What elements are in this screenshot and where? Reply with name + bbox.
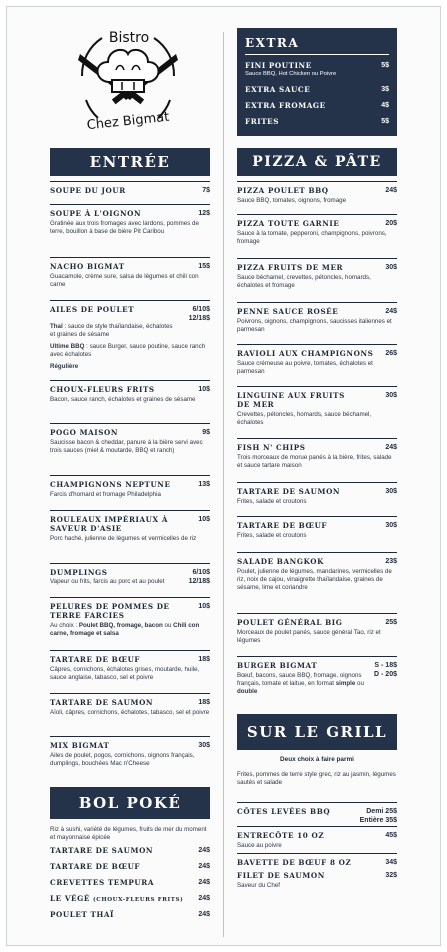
extra-box [237, 28, 397, 136]
item-description: Sauce BBQ, Hot Chicken ou Poivre [245, 71, 337, 77]
desc-bold: double [237, 688, 258, 695]
item-price: 5$ [381, 118, 389, 125]
item-name: BURGER BIGMAT [237, 661, 318, 670]
item-price: 10$ [198, 516, 210, 523]
price-full: Entière 35$ [359, 817, 397, 824]
extra-title: EXTRA [245, 36, 300, 50]
menu-item [237, 802, 397, 825]
menu-item [237, 258, 397, 290]
item-price: 30$ [385, 488, 397, 495]
item-description: Porc haché, julienne de légumes et vermicelles de riz [50, 535, 197, 542]
desc-bold: Poulet BBQ, fromage, bacon [78, 622, 163, 629]
item-name: EXTRA SAUCE [245, 85, 311, 94]
extra-item [245, 85, 389, 94]
menu-item [237, 516, 397, 540]
poke-list [50, 846, 210, 926]
price-small: 6/10$ [192, 306, 210, 313]
price-double: D - 20$ [374, 671, 397, 678]
menu-item [50, 910, 210, 926]
item-price: 10$ [198, 386, 210, 393]
item-description: Sauce béchamel, crevettes, pétoncles, homards, échalotes et fromage [237, 274, 371, 289]
price-half: Demi 25$ [366, 808, 397, 815]
item-price: 18$ [198, 699, 210, 706]
item-price: 32$ [385, 872, 397, 879]
pizza-banner: PIZZA & PÂTE [237, 148, 397, 176]
desc-text: Au choix : [50, 622, 79, 629]
item-name: RAVIOLI AUX CHAMPIGNONS [237, 349, 374, 358]
item-description: Trois morceaux de morue panés à la bière, frites, salade et sauce tartare maison [237, 454, 392, 469]
item-price: 3$ [381, 86, 389, 93]
item-name: NACHO BIGMAT [50, 262, 125, 271]
menu-item [50, 736, 210, 768]
menu-item [50, 380, 210, 404]
menu-item [50, 510, 210, 543]
option-text: : sauce Burger, sauce poutine, sauce ranch avec échalotes [50, 343, 206, 358]
extra-title-rule [245, 54, 389, 55]
logo-bottom-text: Chez Bigmat [86, 109, 170, 134]
item-description: Guacamole, crème sure, salsa de légumes et chili con carne [50, 273, 199, 288]
item-name: TARTARE DE BŒUF [237, 521, 328, 530]
item-description: Crevettes, pétoncles, homards, sauce béchamel, échalotes [237, 411, 372, 426]
menu-item [50, 563, 210, 586]
item-name: FRITES [245, 117, 280, 126]
menu-item [237, 386, 397, 427]
item-price: 24$ [198, 847, 210, 854]
item-price: 5$ [381, 62, 389, 69]
item-name: TARTARE DE SAUMON [50, 846, 154, 855]
menu-item [237, 438, 397, 470]
item-price: 26$ [385, 350, 397, 357]
item-price: 4$ [381, 102, 389, 109]
poke-intro: Riz à sushi, variété de légumes, fruits de mer du moment et mayonnaise épicée [50, 826, 207, 841]
extra-item [245, 117, 389, 126]
menu-item [50, 181, 210, 195]
item-name: PIZZA POULET BBQ [237, 186, 329, 195]
item-price: 7$ [202, 187, 210, 194]
item-description: Sauce au poivre [237, 842, 282, 849]
menu-item [50, 204, 210, 236]
desc-text: ou [162, 622, 174, 629]
menu-item [50, 423, 210, 455]
grill-sides: Frites, pommes de terre style grec, riz au jasmin, légumes sautés et salade [237, 771, 396, 786]
price-small: 6/10$ [192, 569, 210, 576]
item-name: FINI POUTINE [245, 61, 312, 70]
menu-item [237, 656, 397, 696]
menu-item [237, 302, 397, 334]
item-description: Poivrons, oignons, champignons, saucisses italiennes et parmesan [237, 318, 392, 333]
item-name: PIZZA FRUITS DE MER [237, 263, 344, 272]
item-description: Saveur du Chef [237, 882, 280, 889]
item-name: SOUPE DU JOUR [50, 186, 126, 195]
desc-bold: Chili con carne, fromage et salsa [50, 622, 200, 637]
item-name: TARTARE DE SAUMON [50, 698, 154, 707]
item-name [50, 894, 183, 905]
logo [72, 24, 184, 140]
item-name: PIZZA TOUTE GARNIE [237, 219, 340, 228]
item-name: DUMPLINGS [50, 568, 108, 577]
price-single: S - 18$ [374, 662, 397, 669]
item-price: 20$ [385, 220, 397, 227]
menu-item [237, 482, 397, 506]
item-description: Aïoli, câpres, cornichons, échalotes, tabasco, sel et poivre [50, 709, 210, 716]
item-description: Gratinée aux trois fromages avec lardons, pommes de terre, bouillon à base de bière Pit Caribou [50, 220, 199, 235]
menu-item [237, 344, 397, 376]
item-name: CÔTES LEVÉES BBQ [237, 807, 331, 816]
menu-item [237, 552, 397, 592]
item-description: Sauce à la tomate, pepperoni, champignons, poivrons, fromage [237, 230, 387, 245]
item-price [374, 661, 397, 679]
item-price: 24$ [198, 895, 210, 902]
item-description [50, 363, 210, 371]
item-name: FILET DE SAUMON [237, 871, 325, 880]
item-name: PENNE SAUCE ROSÉE [237, 307, 339, 316]
poke-banner: BOL POKÉ [50, 787, 210, 819]
desc-text: Bœuf, bacons, sauce BBQ, fromage, oignons français, tomate et laitue, en format [237, 672, 362, 687]
item-name: AILES DE POULET [50, 305, 135, 314]
menu-item [50, 894, 210, 910]
grill-banner: SUR LE GRILL [237, 714, 397, 750]
price-large: 12/18$ [188, 315, 210, 322]
item-description: Vapeur ou frits, farcis au porc et au poulet [50, 578, 165, 585]
item-description [50, 343, 210, 359]
item-name: TARTARE DE SAUMON [237, 487, 341, 496]
item-price: 30$ [385, 392, 397, 399]
item-name: TARTARE DE BŒUF [50, 862, 141, 871]
item-description: Frites, salade et croutons [237, 532, 307, 539]
extra-item [245, 101, 389, 110]
option-label: Thaï [50, 323, 63, 330]
menu-item [50, 862, 210, 878]
item-description: Sauce crémeuse au poivre, tomates, échalotes et parmesan [237, 360, 373, 375]
item-name: EXTRA FROMAGE [245, 101, 326, 110]
option-label: Ultime BBQ [50, 343, 85, 350]
menu-item [50, 878, 210, 894]
option-label: Régulière [50, 363, 79, 370]
item-name: POULET GÉNÉRAL BIG [237, 618, 343, 627]
menu-item [50, 693, 210, 717]
column-divider [223, 32, 224, 937]
menu-item [50, 257, 210, 289]
item-price: 24$ [198, 863, 210, 870]
menu-item [237, 613, 397, 645]
item-name: MIX BIGMAT [50, 741, 110, 750]
item-price: 30$ [198, 742, 210, 749]
menu-item [50, 846, 210, 862]
item-name: CREVETTES TEMPURA [50, 878, 155, 887]
grill-subtitle: Deux choix à faire parmi [280, 756, 354, 763]
item-description [50, 323, 178, 339]
item-price: 30$ [385, 264, 397, 271]
item-name: PELURES DE POMMES DE TERRE FARCIES [50, 602, 170, 620]
menu-item [237, 214, 397, 246]
item-description: Farcis d'homard et fromage Philadelphia [50, 491, 161, 498]
item-name: POGO MAISON [50, 428, 119, 437]
desc-text: ou [355, 680, 364, 687]
item-name: TARTARE DE BŒUF [50, 655, 141, 664]
item-price: 9$ [202, 429, 210, 436]
item-description: Bacon, sauce ranch, échalotes et graines de sésame [50, 396, 196, 403]
price-large: 12/18$ [188, 578, 210, 585]
item-name: ENTRECÔTE 10 OZ [237, 831, 325, 840]
item-price [360, 807, 397, 825]
item-name: SOUPE À L'OIGNON [50, 209, 142, 218]
item-description: Câpres, cornichons, échalotes grises, moutarde, huile, sauce anglaise, tabasco, sel et poivre [50, 666, 200, 681]
item-description: Saucisse bacon & cheddar, panure à la bière servi avec trois sauces (miel & moutarde, BBQ et ranch) [50, 439, 203, 454]
item-price: 30$ [385, 522, 397, 529]
item-price: 24$ [198, 911, 210, 918]
item-note: (CHOUX-FLEURS FRITS) [93, 897, 184, 903]
item-name: ROULEAUX IMPÉRIAUX À SAVEUR D'ASIE [50, 515, 168, 533]
menu-item [237, 871, 397, 890]
logo-top-text: Bistro [108, 30, 150, 46]
menu-item [237, 826, 397, 850]
item-price: 24$ [198, 879, 210, 886]
item-name: CHAMPIGNONS NEPTUNE [50, 480, 171, 489]
item-price [189, 568, 210, 586]
item-price: 24$ [385, 308, 397, 315]
item-price: 24$ [385, 187, 397, 194]
item-name: FISH N' CHIPS [237, 443, 306, 452]
item-description: Frites, salade et croutons [237, 498, 307, 505]
menu-item [50, 650, 210, 682]
item-description: Poulet, julienne de légumes, mandarines, vermicelles de riz, noix de cajou, vinaigrette thaïlandaise, graines de sésame, lime et coriandre [237, 568, 392, 591]
option-text: : sauce de style thaïlandaise, échalotes et graines de sésame [50, 323, 173, 338]
item-description [50, 622, 210, 638]
menu-item [50, 300, 210, 371]
item-name: BAVETTE DE BŒUF 8 OZ [237, 858, 352, 867]
item-description: Ailes de poulet, pogos, cornichons, oignons français, dumplings, bouchées Mac n'Cheese [50, 752, 195, 767]
item-price: 15$ [198, 263, 210, 270]
item-price: 34$ [385, 859, 397, 866]
menu-item [50, 597, 210, 638]
item-price: 24$ [385, 444, 397, 451]
item-name-main: LE VÉGÉ [50, 894, 90, 903]
item-price: 45$ [385, 832, 397, 839]
item-name: POULET THAÏ [50, 910, 114, 919]
menu-item [237, 181, 397, 205]
item-name: CHOUX-FLEURS FRITS [50, 385, 155, 394]
item-description: Morceaux de poulet panés, sauce général Tao, riz et légumes [237, 629, 381, 644]
extra-item [245, 61, 389, 70]
item-description: Sauce BBQ, tomates, oignons, fromage [237, 197, 347, 204]
item-price: 10$ [198, 603, 210, 610]
entree-banner: ENTRÉE [50, 148, 210, 176]
item-price [189, 305, 210, 323]
item-price: 25$ [385, 619, 397, 626]
item-price: 23$ [385, 558, 397, 565]
desc-bold: simple [335, 680, 356, 687]
extra-list [245, 61, 389, 126]
item-price: 12$ [198, 210, 210, 217]
menu-item [50, 475, 210, 499]
item-price: 13$ [198, 481, 210, 488]
item-name: SALADE BANGKOK [237, 557, 324, 566]
item-price: 18$ [198, 656, 210, 663]
menu-item [237, 853, 397, 867]
item-description [237, 672, 365, 696]
item-name: LINGUINE AUX FRUITS DE MER [237, 391, 345, 409]
